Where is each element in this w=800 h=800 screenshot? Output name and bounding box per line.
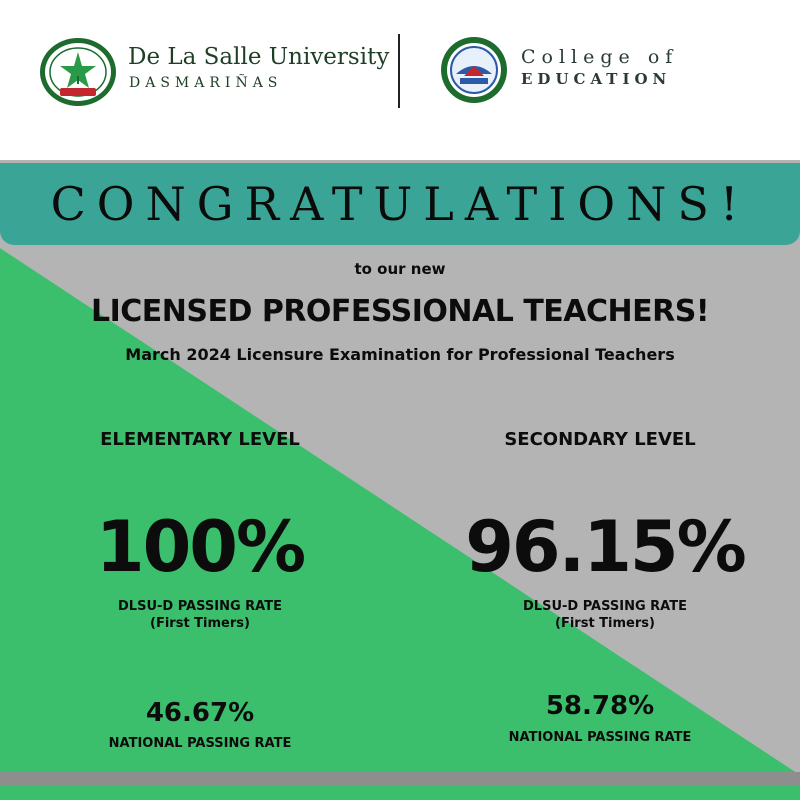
headline: LICENSED PROFESSIONAL TEACHERS!: [90, 294, 709, 329]
college-name-line1: College of: [521, 46, 679, 68]
banner-title: CONGRATULATIONS!: [50, 177, 750, 231]
header: [0, 0, 800, 160]
college-name-line2: EDUCATION: [521, 70, 672, 88]
header-divider: [398, 34, 400, 108]
secondary-rate-sub: (First Timers): [555, 616, 655, 631]
exam-title: March 2024 Licensure Examination for Professional Teachers: [125, 345, 675, 364]
intro-text: to our new: [354, 260, 446, 278]
elementary-national-rate: 46.67%: [145, 698, 255, 728]
dlsu-seal-icon: [38, 36, 118, 108]
secondary-rate-label: DLSU-D PASSING RATE: [523, 599, 687, 614]
elementary-rate-label: DLSU-D PASSING RATE: [118, 599, 282, 614]
university-campus: DASMARIÑAS: [129, 75, 283, 91]
secondary-passing-rate: 96.15%: [465, 506, 745, 588]
secondary-national-label: NATIONAL PASSING RATE: [508, 730, 692, 745]
elementary-passing-rate: 100%: [95, 506, 305, 588]
secondary-level-heading: SECONDARY LEVEL: [504, 429, 696, 450]
elementary-rate-sub: (First Timers): [150, 616, 250, 631]
elementary-national-label: NATIONAL PASSING RATE: [108, 736, 292, 751]
university-name: De La Salle University: [128, 44, 390, 70]
elementary-level-heading: ELEMENTARY LEVEL: [100, 429, 300, 450]
secondary-national-rate: 58.78%: [545, 691, 655, 721]
college-of-education-seal-icon: [440, 36, 508, 104]
